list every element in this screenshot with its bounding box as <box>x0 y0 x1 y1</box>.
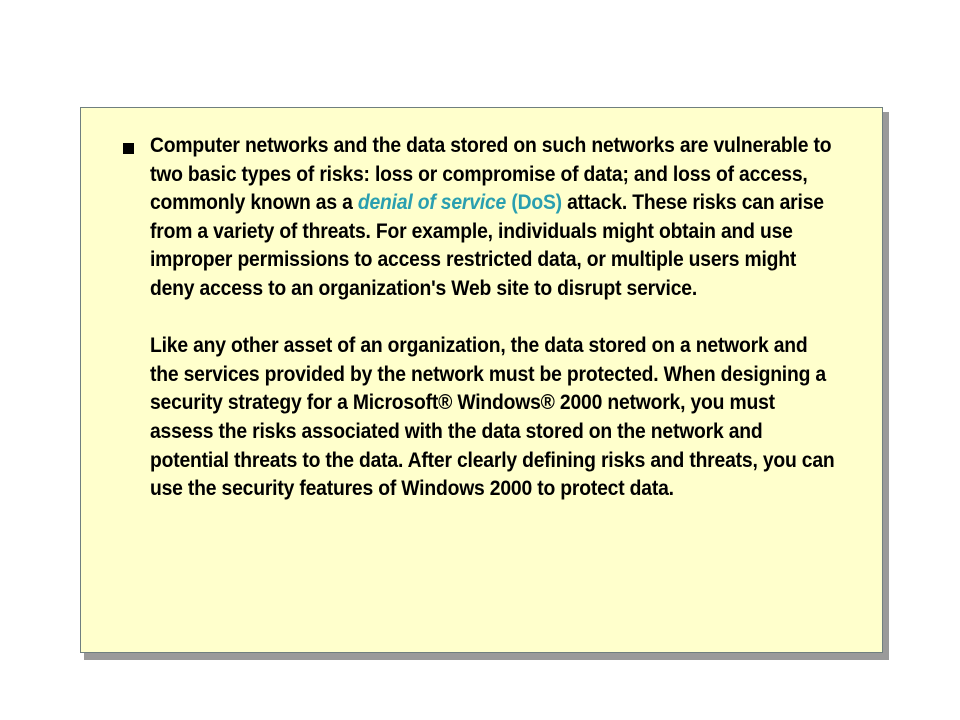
bullet-item <box>123 132 843 504</box>
paragraph-risks-lead: Computer networks and the data stored on such networks are vulnerable to two basic types of risks: loss or compromise of data; and loss of access, commonly known as a <box>150 134 832 215</box>
square-bullet-icon <box>123 143 134 154</box>
paragraph-risks <box>150 132 835 304</box>
term-dos-abbreviation: (DoS) <box>511 191 562 215</box>
term-denial-of-service: denial of service <box>357 191 507 215</box>
paragraph-risks-tail: attack. These risks can arise from a variety of threats. For example, individuals might obtain and use improper permissions to access restricted data, or multiple users might deny access to an organization's Web site to disrupt service. <box>150 191 824 300</box>
bullet-text <box>150 132 835 504</box>
paragraph-protection: Like any other asset of an organization, the data stored on a network and the services provided by the network must be protected. When designing a security strategy for a Microsoft® Windows® 2000 network, you must assess the risks associated with the data stored on the network and potential threats to the data. After clearly defining risks and threats, you can use the security features of Windows 2000 to protect data. <box>150 334 835 501</box>
slide-content-box <box>80 107 883 653</box>
